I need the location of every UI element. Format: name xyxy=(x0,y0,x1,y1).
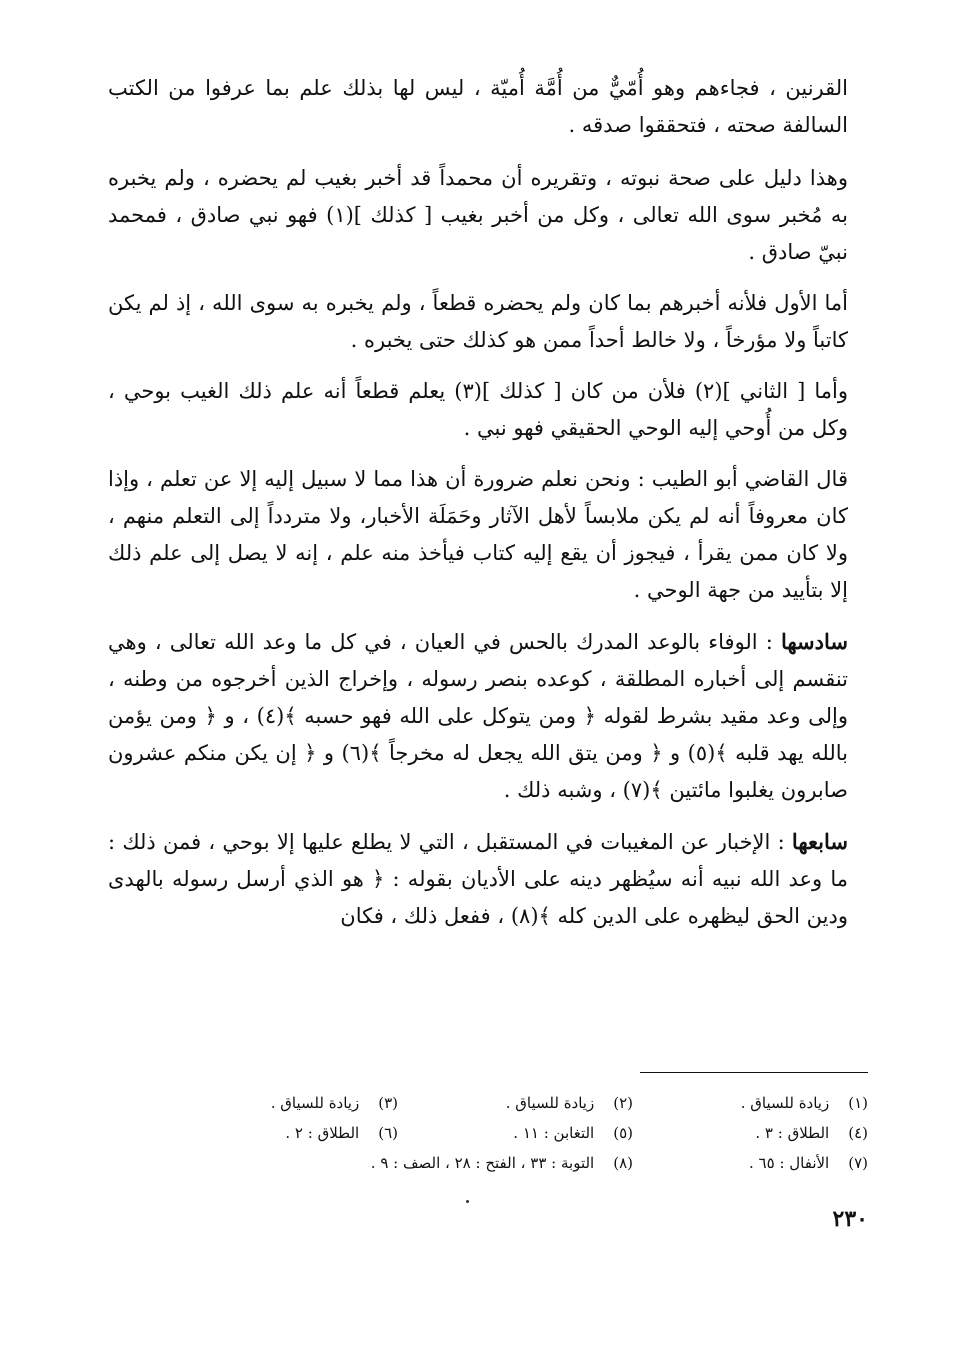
paragraph-text: : الوفاء بالوعد المدرك بالحس في العيان ، في كل ما وعد الله تعالى ، وهي تنقسم إلى أخباره المطلقة ، كوعده بنصر رسوله ، وإخراج الذين أخرجوه من وطنه ، وإلى وعد مقيد بشرط لقوله ﴿ ومن يتوكل على الله فهو حسبه ﴾(٤) ، و ﴿ ومن يؤمن بالله يهد قلبه ﴾(٥) و ﴿ ومن يتق الله يجعل له مخرجاً ﴾(٦) و ﴿ إن يكن منكم عشرون صابرون يغلبوا مائتين ﴾(٧) ، وشبه ذلك . xyxy=(108,630,848,802)
footnote-number: (٣) xyxy=(378,1094,398,1112)
footnote xyxy=(633,1088,868,1118)
paragraph xyxy=(108,623,848,809)
footnote-divider xyxy=(640,1072,868,1073)
footnote xyxy=(633,1148,868,1178)
footnote-number: (٨) xyxy=(613,1154,633,1172)
footnote-text: التوبة : ٣٣ ، الفتح : ٢٨ ، الصف : ٩ . xyxy=(370,1154,595,1172)
footnote xyxy=(398,1088,633,1118)
paragraph-lead: سادسها xyxy=(780,629,848,654)
paragraph-text: أما الأول فلأنه أخبرهم بما كان ولم يحضره قطعاً ، ولم يخبره به سوى الله ، إذ لم يكن كاتباً ولا مؤرخاً ، ولا خالط أحداً ممن هو كذلك حتى يخبره . xyxy=(108,291,848,352)
footnote-number: (٤) xyxy=(848,1124,868,1142)
footnote-text: زيادة للسياق . xyxy=(270,1094,360,1112)
footnote xyxy=(163,1118,398,1148)
paragraph-text: القرنين ، فجاءهم وهو أُمّيٌّ من أُمَّة أُميّة ، ليس لها بذلك علم بما عرفوا من الكتب السالفة صحته ، فتحققوا صدقه . xyxy=(108,76,848,137)
paragraph xyxy=(108,160,848,271)
footnote-row xyxy=(148,1118,868,1148)
footnote-number: (١) xyxy=(848,1094,868,1112)
footnote-row xyxy=(148,1088,868,1118)
footnotes xyxy=(148,1088,868,1178)
footnote-text: الطلاق : ٢ . xyxy=(285,1124,360,1142)
paragraph xyxy=(108,285,848,359)
footnote-text: الطلاق : ٣ . xyxy=(755,1124,830,1142)
page-number: ٢٣٠ xyxy=(832,1206,868,1232)
footnote xyxy=(398,1118,633,1148)
footnote xyxy=(163,1088,398,1118)
paragraph xyxy=(108,70,848,144)
footnote-number: (٧) xyxy=(848,1154,868,1172)
footnote xyxy=(633,1118,868,1148)
footnote-text: زيادة للسياق . xyxy=(505,1094,595,1112)
footnote-number: (٢) xyxy=(613,1094,633,1112)
body-text xyxy=(108,70,848,949)
paragraph xyxy=(108,823,848,935)
footnote-text: الأنفال : ٦٥ . xyxy=(749,1154,830,1172)
print-speck xyxy=(466,1200,469,1203)
footnote-text: التغابن : ١١ . xyxy=(513,1124,595,1142)
paragraph-text: قال القاضي أبو الطيب : ونحن نعلم ضرورة أن هذا مما لا سبيل إليه إلا عن تعلم ، وإذا كان معروفاً أنه لم يكن ملابساً لأهل الآثار وحَمَلَة الأخبار، ولا متردداً إلى التعلم منهم ، ولا كان ممن يقرأ ، فيجوز أن يقع إليه كتاب فيأخذ منه علم ، إنه لا يصل إلى علم ذلك إلا بتأييد من جهة الوحي . xyxy=(108,467,848,602)
paragraph xyxy=(108,373,848,447)
paragraph-text: وأما [ الثاني ](٢) فلأن من كان [ كذلك ](٣) يعلم قطعاً أنه علم ذلك الغيب بوحي ، وكل من أُوحي إليه الوحي الحقيقي فهو نبي . xyxy=(108,379,849,440)
footnote xyxy=(163,1148,633,1178)
footnote-row xyxy=(148,1148,868,1178)
footnote-number: (٦) xyxy=(378,1124,398,1142)
paragraph xyxy=(108,461,848,609)
paragraph-text: : الإخبار عن المغيبات في المستقبل ، التي لا يطلع عليها إلا بوحي ، فمن ذلك : ما وعد الله نبيه أنه سيُظهر دينه على الأديان بقوله : ﴿ هو الذي أرسل رسوله بالهدى ودين الحق ليظهره على الدين كله ﴾(٨) ، ففعل ذلك ، فكان xyxy=(108,830,848,928)
paragraph-text: وهذا دليل على صحة نبوته ، وتقريره أن محمداً قد أخبر بغيب لم يحضره ، ولم يخبره به مُخبر سوى الله تعالى ، وكل من أخبر بغيب [ كذلك ](١) فهو نبي صادق ، فمحمد نبيّ صادق . xyxy=(108,166,848,264)
paragraph-lead: سابعها xyxy=(791,829,848,854)
footnote-number: (٥) xyxy=(613,1124,633,1142)
footnote-text: زيادة للسياق . xyxy=(740,1094,830,1112)
